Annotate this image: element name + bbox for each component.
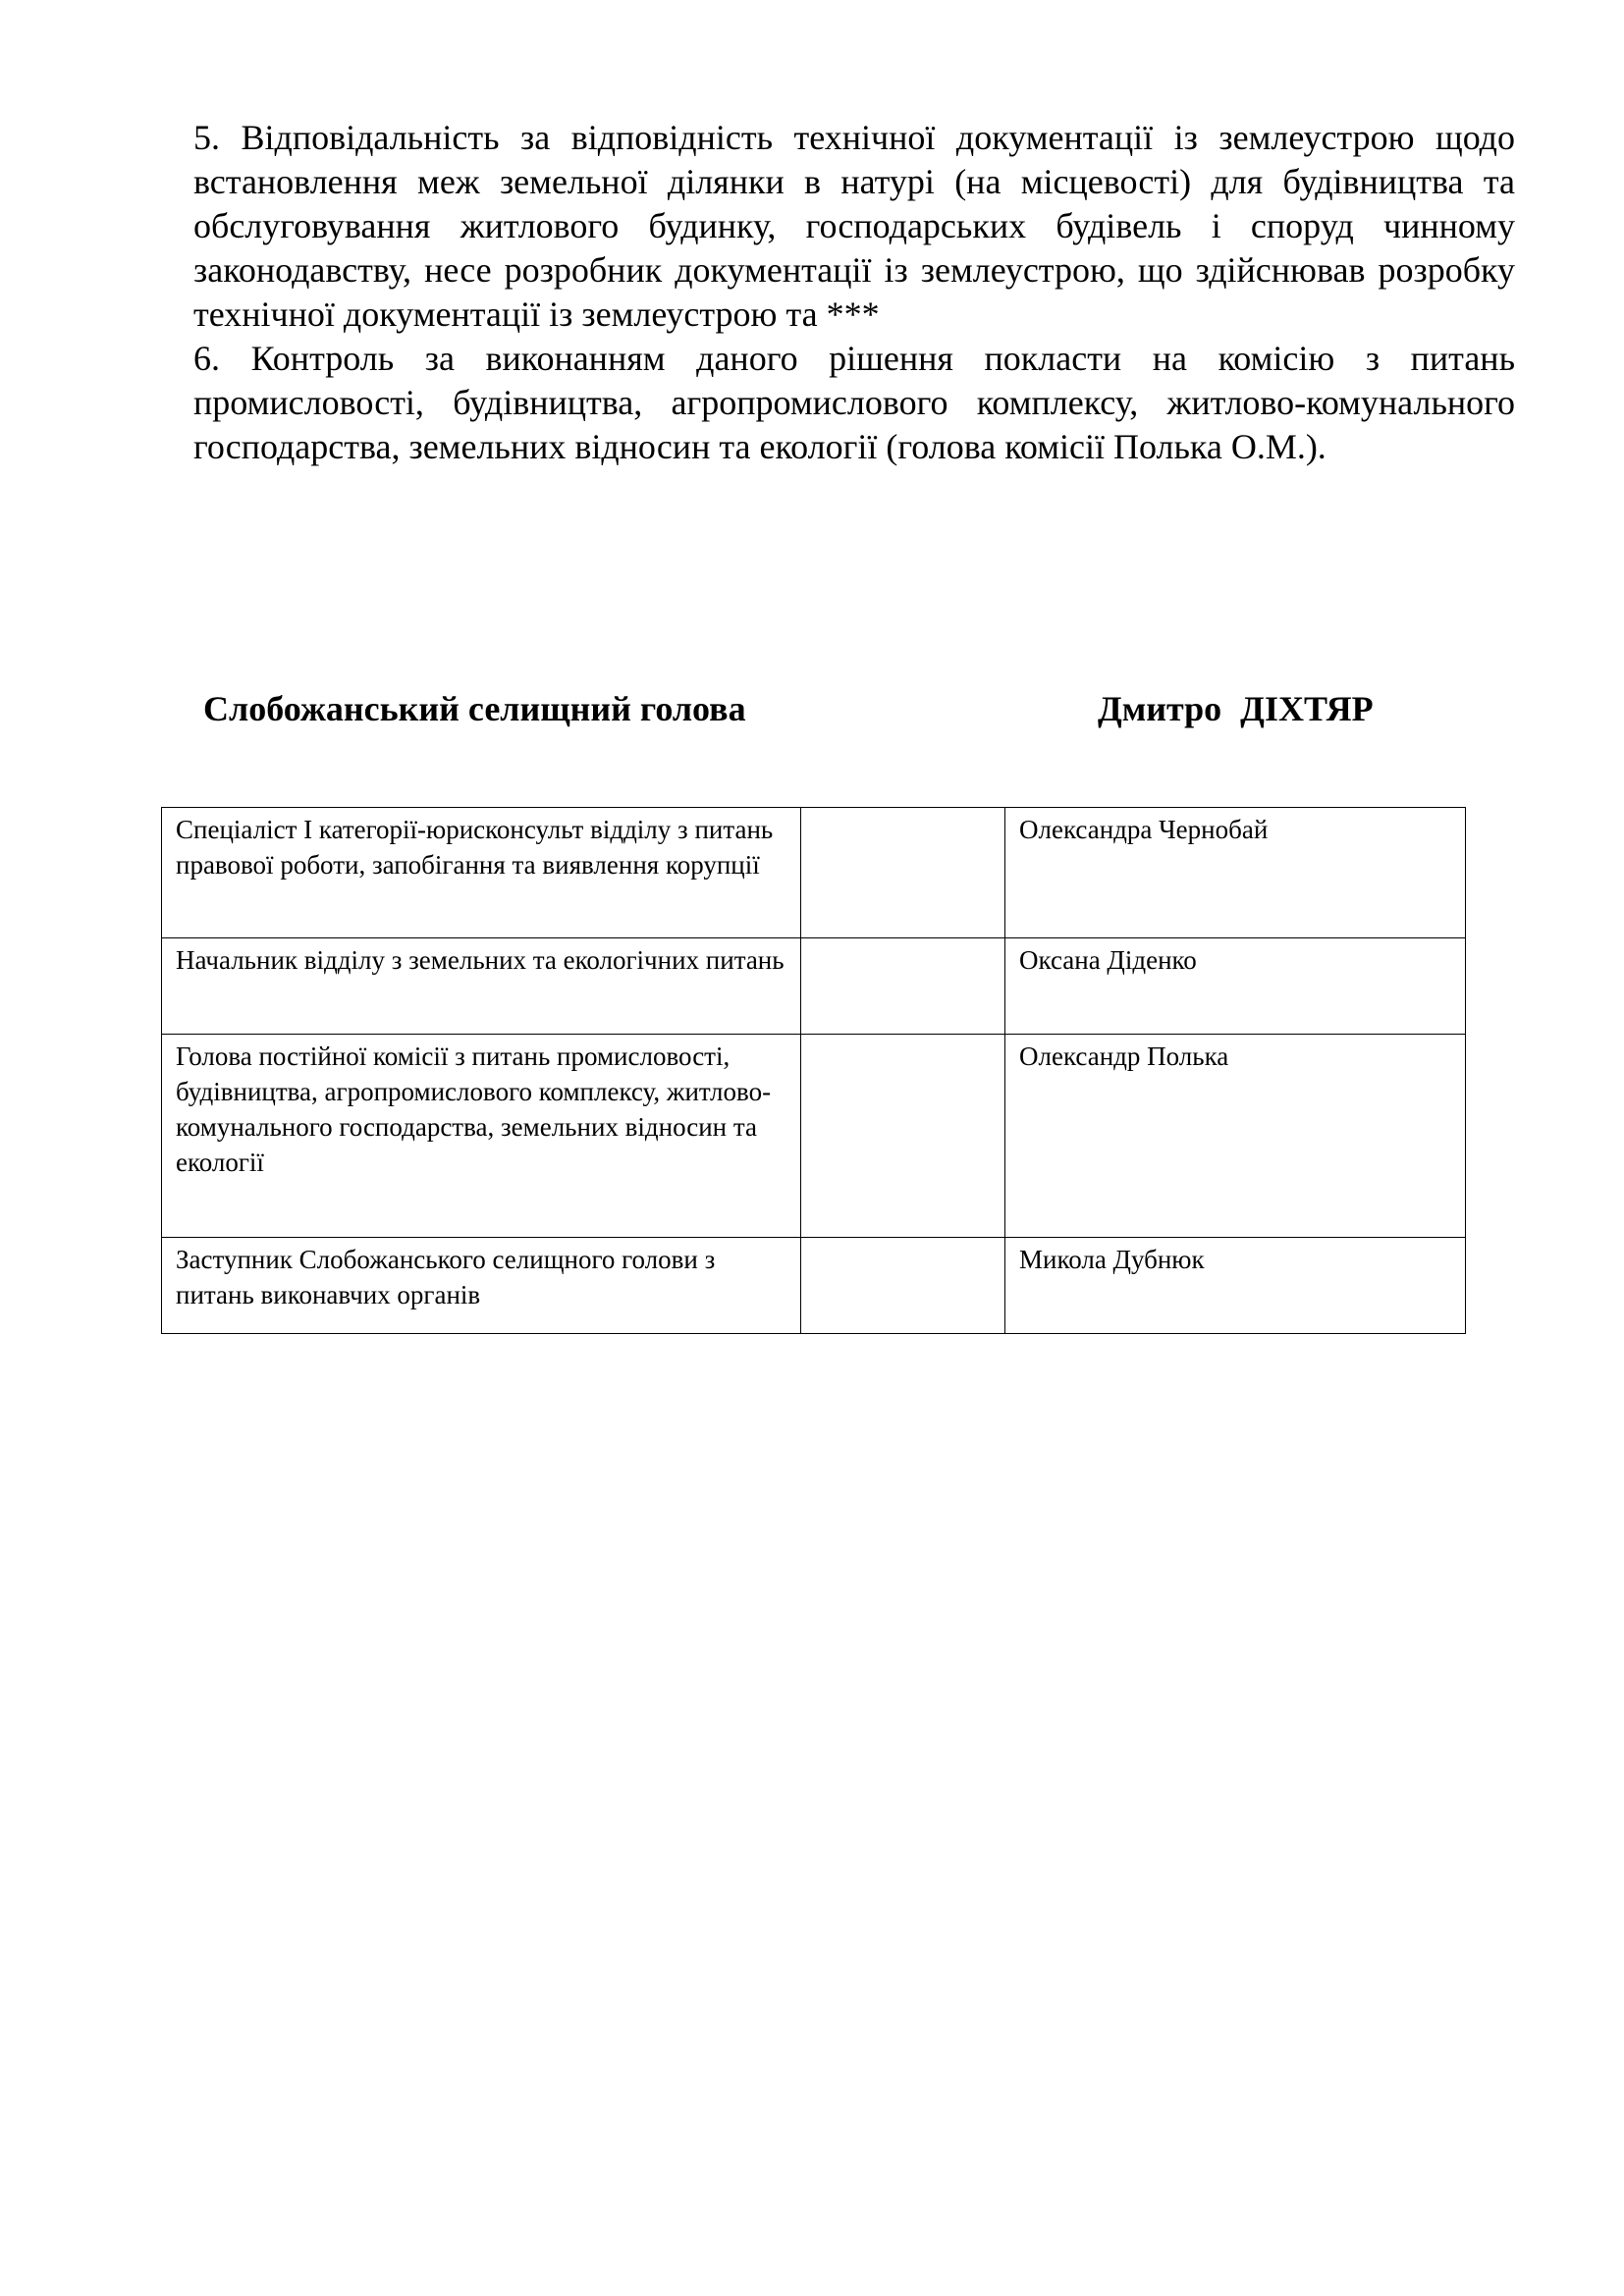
approval-table bbox=[161, 807, 1466, 1334]
signatory-name: Дмитро ДІХТЯР bbox=[1098, 689, 1374, 728]
decision-text bbox=[193, 116, 1515, 469]
approver-role: Голова постійної комісії з питань промисловості, будівництва, агропромислового комплексу, житлово-комунального господарства, земельних відносин та екології bbox=[162, 1035, 801, 1238]
table-row bbox=[162, 1035, 1466, 1238]
approver-name: Олександра Чернобай bbox=[1005, 808, 1466, 938]
approver-signature-cell bbox=[801, 1238, 1005, 1334]
table-row bbox=[162, 808, 1466, 938]
paragraph-5: 5. Відповідальність за відповідність технічної документації із землеустрою щодо встановлення меж земельної ділянки в натурі (на місцевості) для будівництва та обслуговування житлового будинку, господарських будівель і споруд чинному законодавству, несе розробник документації із землеустрою, що здійснював розробку технічної документації із землеустрою та *** bbox=[193, 118, 1515, 334]
approver-role: Спеціаліст І категорії-юрисконсульт відділу з питань правової роботи, запобігання та виявлення корупції bbox=[162, 808, 801, 938]
approver-signature-cell bbox=[801, 1035, 1005, 1238]
approver-name: Олександр Полька bbox=[1005, 1035, 1466, 1238]
approver-name: Оксана Діденко bbox=[1005, 938, 1466, 1035]
table-row bbox=[162, 938, 1466, 1035]
table-row bbox=[162, 1238, 1466, 1334]
paragraph-6: 6. Контроль за виконанням даного рішення покласти на комісію з питань промисловості, будівництва, агропромислового комплексу, житлово-комунального господарства, земельних відносин та екології (голова комісії Полька О.М.). bbox=[193, 339, 1515, 466]
approver-name: Микола Дубнюк bbox=[1005, 1238, 1466, 1334]
approver-role: Начальник відділу з земельних та екологічних питань bbox=[162, 938, 801, 1035]
approver-signature-cell bbox=[801, 808, 1005, 938]
signatory-title: Слобожанський селищний голова bbox=[203, 689, 746, 728]
approver-signature-cell bbox=[801, 938, 1005, 1035]
signature-block bbox=[0, 687, 1624, 736]
approver-role: Заступник Слобожанського селищного голови з питань виконавчих органів bbox=[162, 1238, 801, 1334]
